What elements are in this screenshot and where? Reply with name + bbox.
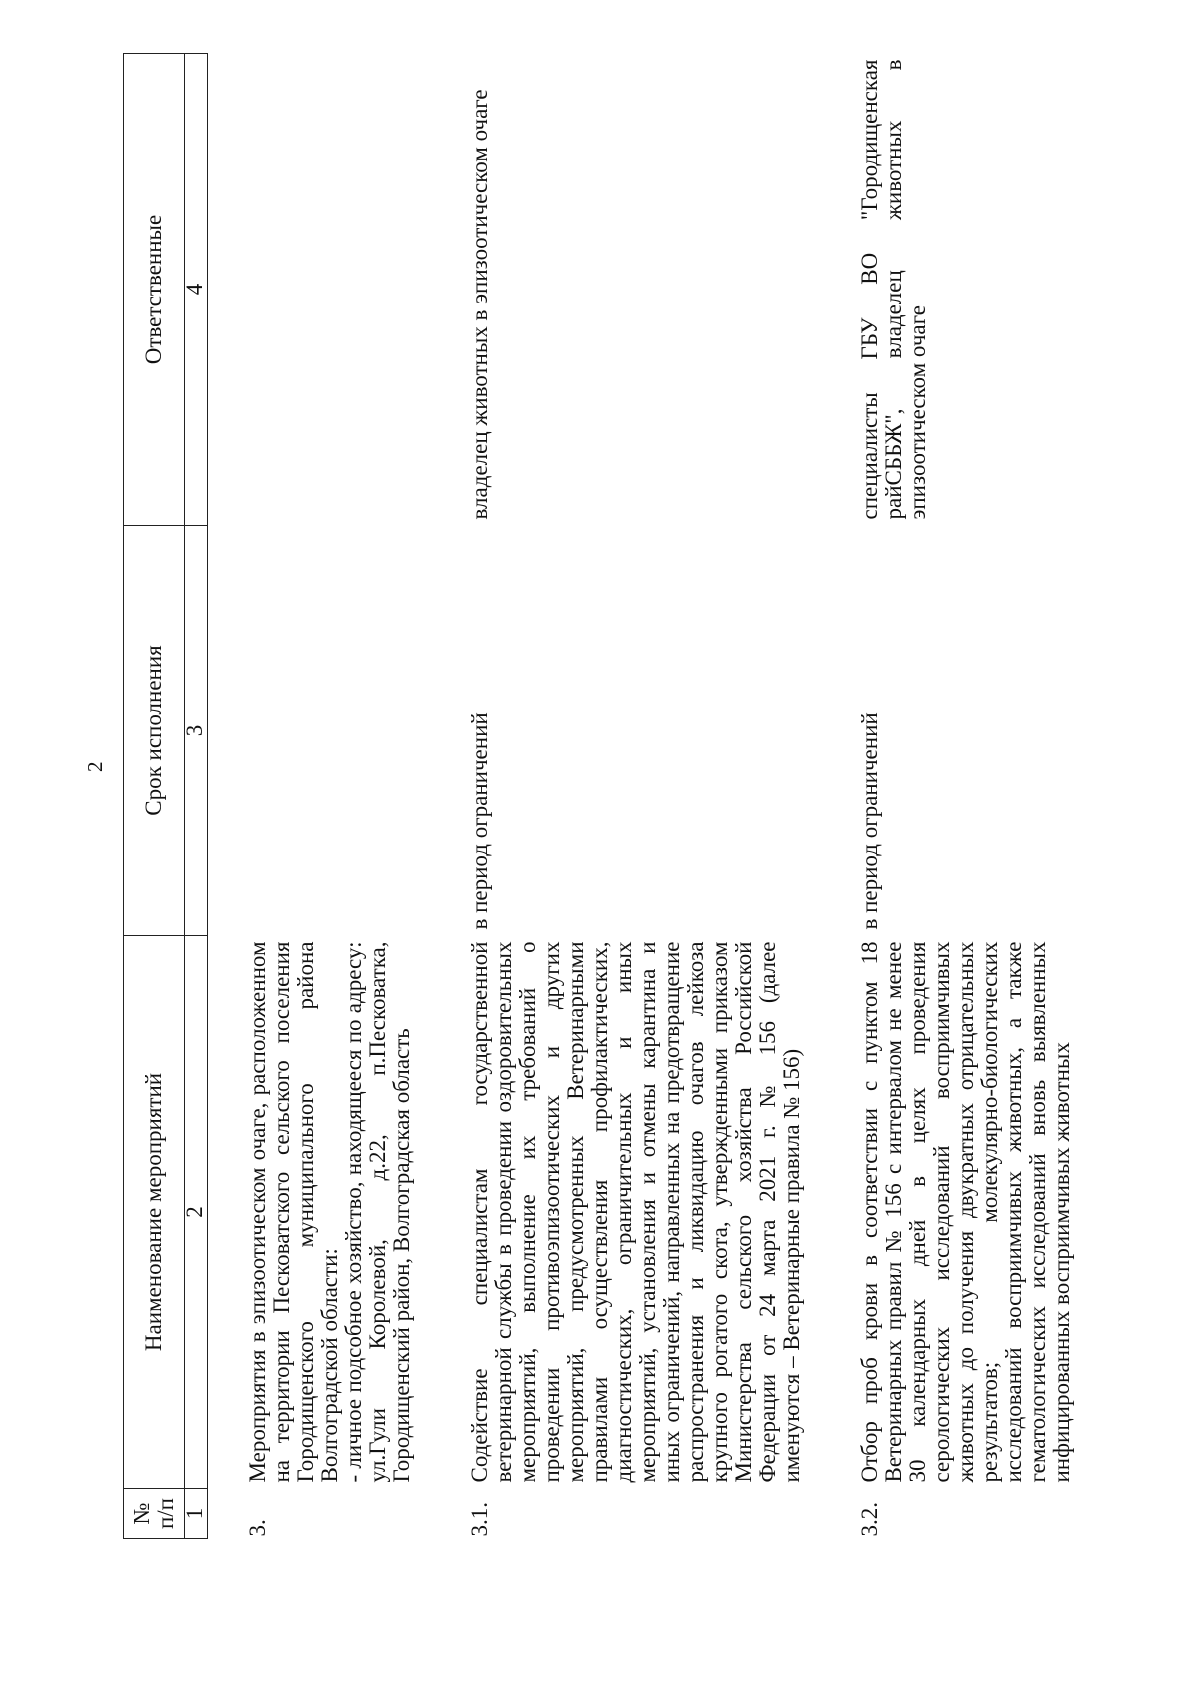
row-term: в период ограничений <box>467 712 492 930</box>
row-term: в период ограничений <box>857 712 882 930</box>
header-name: Наименование мероприятий <box>124 936 185 1489</box>
page-number: 2 <box>83 761 107 772</box>
row-name: Содействие специалистам государственной ветеринарной службы в проведении оздоровительных мероприятий, выполнение их требований о проведении противоэпизоотических и других мероприятий, предусмотренных Ветеринарными правилами осуществления профилактических, диагностических, ограничительных и иных мероприятий, установления и отмены карантина и иных ограничений, направленных на предотвращение распространения и ликвидацию очагов лейкоза крупного рогатого скота, утвержденными приказом Министерства сельского хозяйства Российской Федерации от 24 марта 2021 г. № 156 (далее именуются – Ветеринарные правила № 156) <box>467 941 804 1483</box>
table-row <box>208 54 423 1539</box>
row-responsible <box>208 54 423 526</box>
header-responsible: Ответственные <box>124 54 185 526</box>
table-row <box>812 54 1082 1539</box>
measures-table <box>123 53 1082 1539</box>
column-number-3: 3 <box>185 526 208 936</box>
table-header-row <box>124 54 185 1539</box>
row-number: 3.1. <box>467 1502 492 1537</box>
row-responsible: владелец животных в эпизоотическом очаге <box>467 89 492 520</box>
row-name <box>208 936 423 1489</box>
row-term <box>208 526 423 936</box>
column-number-4: 4 <box>185 54 208 526</box>
column-number-1: 1 <box>185 1489 208 1539</box>
row-name-text: Мероприятия в эпизоотическом очаге, расположенном на территории Песковатского сельского поселения Городищенского муниципального района Волгоградской области: <box>245 941 342 1483</box>
table-row <box>422 54 812 1539</box>
row-name: Отбор проб крови в соответствии с пунктом 18 Ветеринарных правил № 156 с интервалом не менее 30 календарных дней в целях проведения серологических исследований восприимчивых животных до получения двукратных отрицательных результатов; молекулярно-биологических исследований восприимчивых животных, а также гематологических исследований вновь выявленных инфицированных восприимчивых животных <box>857 941 1074 1483</box>
row-number: 3. <box>245 1519 270 1537</box>
column-number-2: 2 <box>185 936 208 1489</box>
row-name-extra: - личное подсобное хозяйство, находящееся по адресу: ул.Гули Королевой, д.22, п.Песковатка, Городищенский район, Волгоградская область <box>341 941 414 1483</box>
header-number: № п/п <box>124 1489 185 1539</box>
header-term: Срок исполнения <box>124 526 185 936</box>
row-number: 3.2. <box>857 1502 882 1537</box>
table-column-numbers-row <box>185 54 208 1539</box>
row-responsible: специалисты ГБУ ВО "Городищенская райСББЖ", владелец животных в эпизоотическом очаге <box>857 59 930 520</box>
